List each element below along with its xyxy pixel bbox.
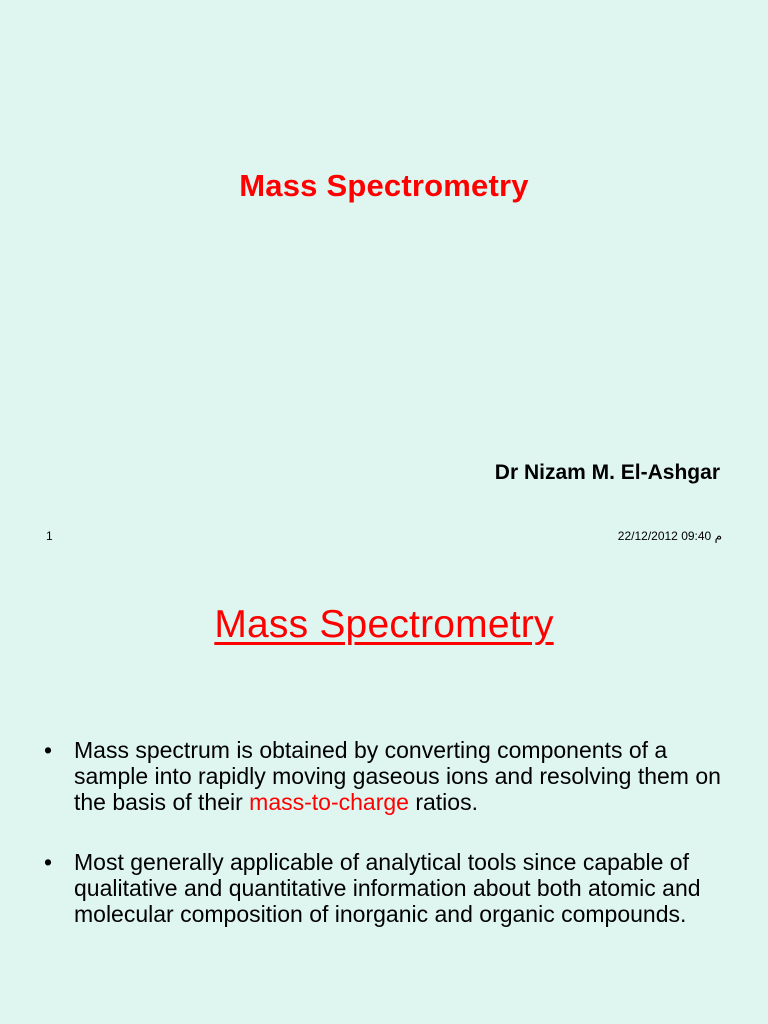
bullet-list bbox=[44, 737, 734, 961]
slide-2-title: Mass Spectrometry bbox=[214, 603, 554, 646]
content-slide bbox=[0, 576, 768, 1024]
slide-date-time: م 09:40 22/12/2012 bbox=[617, 529, 722, 543]
bullet-icon: • bbox=[44, 737, 53, 763]
bullet-text-after: ratios. bbox=[408, 789, 478, 815]
bullet-text: Most generally applicable of analytical tools since capable of qualitative and quantitative information about both atomic and molecular composition of inorganic and organic compounds. bbox=[74, 849, 701, 927]
slide-1-title: Mass Spectrometry bbox=[239, 168, 529, 203]
highlight-mass-to-charge: mass-to-charge bbox=[249, 789, 409, 815]
bullet-text-before: Mass spectrum is obtained by converting components of a sample into rapidly moving gaseous ions and resolving them on the basis of their bbox=[74, 737, 721, 815]
author-name: Dr Nizam M. El-Ashgar bbox=[494, 461, 720, 484]
bullet-item-mass-spectrum bbox=[44, 737, 734, 815]
slide-page-number: 1 bbox=[46, 529, 53, 543]
bullet-icon: • bbox=[44, 849, 53, 875]
bullet-item-analytical-tools bbox=[44, 849, 734, 927]
